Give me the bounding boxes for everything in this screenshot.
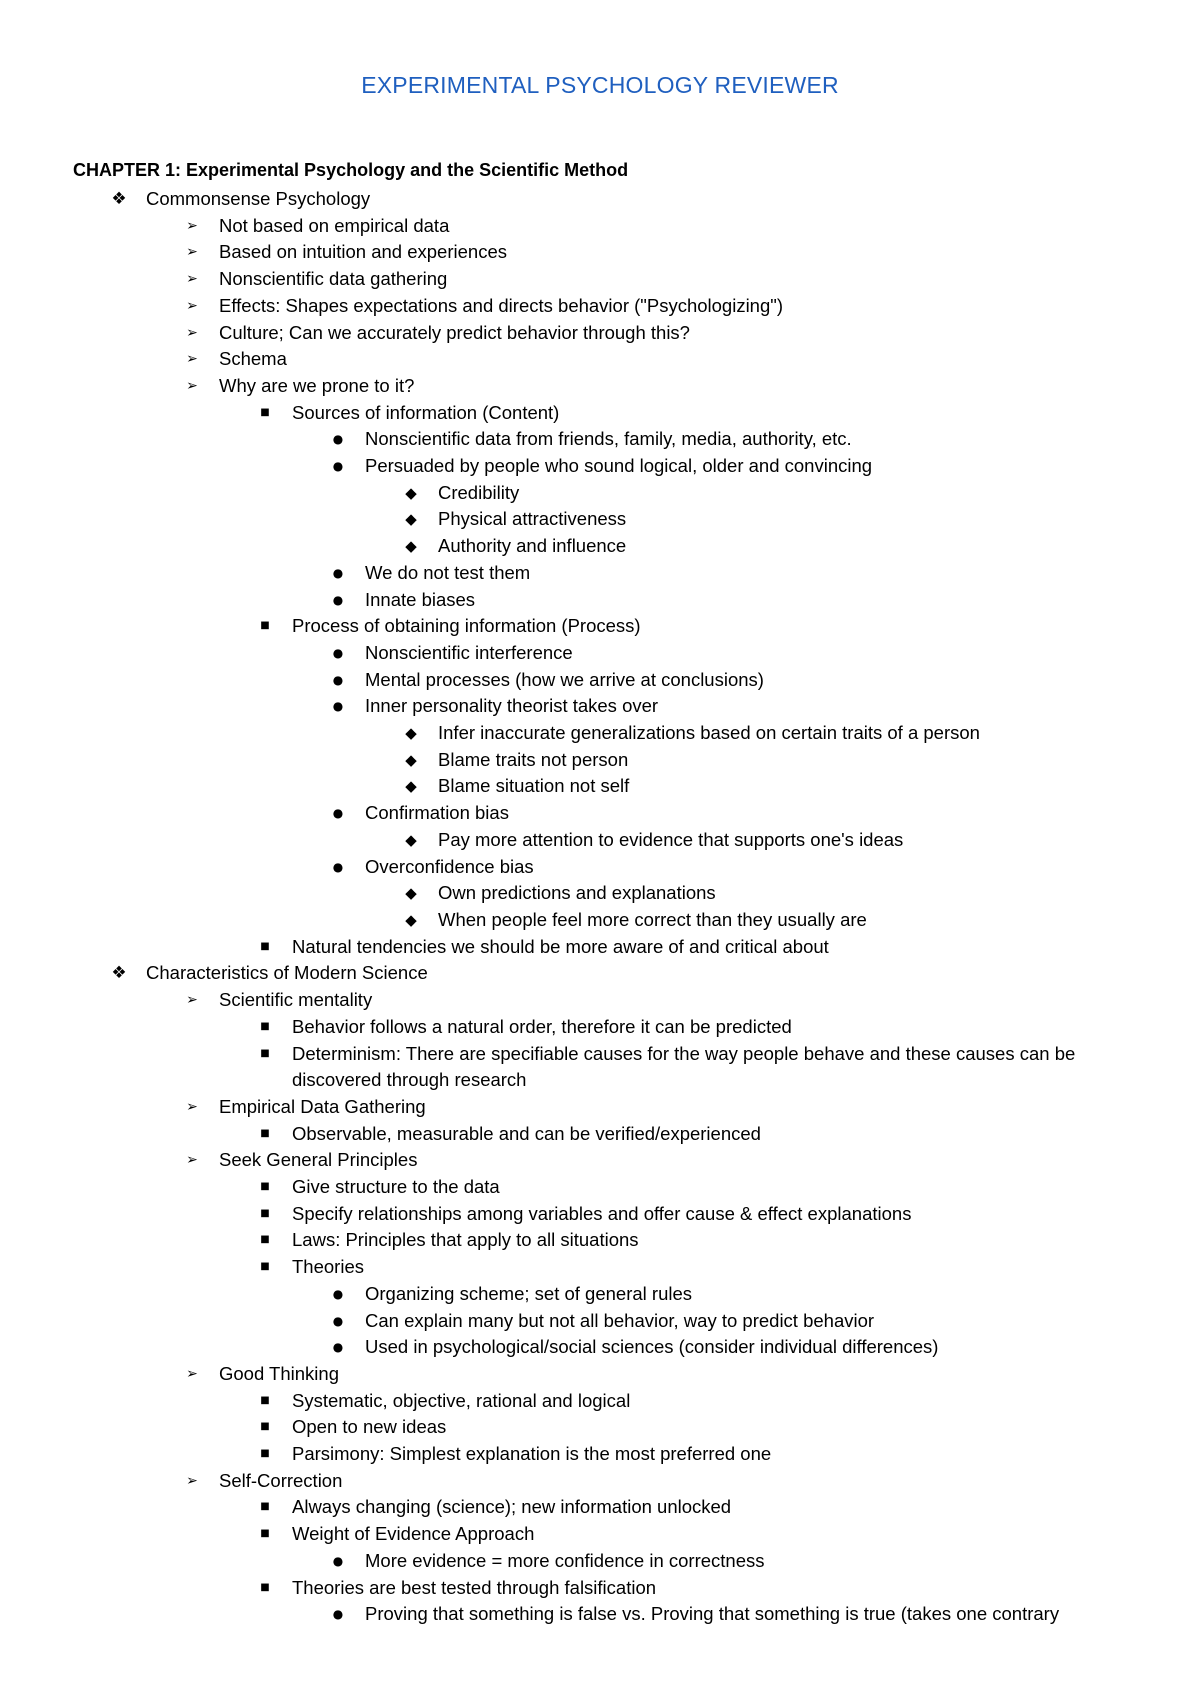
outline-item [0, 506, 1200, 533]
outline-item-text: When people feel more correct than they usually are [438, 908, 867, 930]
outline-item-text: Own predictions and explanations [438, 882, 716, 904]
diamond-bullet-icon: ◆ [405, 483, 417, 502]
diamond-bullet-icon: ◆ [405, 537, 417, 556]
arrowhead-bullet-icon: ➢ [186, 271, 198, 288]
square-bullet-icon: ■ [260, 1528, 270, 1540]
circle-bullet-icon: ● [332, 432, 344, 447]
outline-item-text: Weight of Evidence Approach [292, 1523, 535, 1545]
outline-item-text: Mental processes (how we arrive at conclusions) [365, 668, 764, 690]
arrowhead-bullet-icon: ➢ [186, 217, 198, 234]
arrowhead-bullet-icon: ➢ [186, 1365, 198, 1382]
diamond-four-petal-bullet-icon: ❖ [111, 963, 127, 984]
diamond-four-petal-bullet-icon: ❖ [111, 189, 127, 209]
circle-bullet-icon: ● [332, 1313, 344, 1328]
arrowhead-bullet-icon: ➢ [186, 244, 198, 261]
outline-item-text: Effects: Shapes expectations and directs behavior ("Psychologizing") [219, 294, 783, 316]
circle-bullet-icon: ● [332, 459, 344, 474]
outline-item-text: Overconfidence bias [365, 855, 534, 877]
square-bullet-icon: ■ [260, 1501, 270, 1513]
square-bullet-icon: ■ [260, 1181, 270, 1193]
outline-item-text: Empirical Data Gathering [219, 1095, 426, 1117]
diamond-bullet-icon: ◆ [405, 884, 417, 903]
outline-item [0, 773, 1200, 800]
outline-item [0, 693, 1200, 720]
outline-item [0, 854, 1200, 881]
outline-item-text: Can explain many but not all behavior, way to predict behavior [365, 1309, 875, 1331]
outline-item-text: Schema [219, 348, 287, 370]
outline-item-text: Nonscientific data from friends, family, media, authority, etc. [365, 428, 852, 450]
circle-bullet-icon: ● [332, 645, 344, 660]
outline-item-text: Theories [292, 1256, 364, 1278]
circle-bullet-icon: ● [332, 1607, 344, 1622]
document-title: EXPERIMENTAL PSYCHOLOGY REVIEWER [361, 72, 839, 98]
outline-item [0, 827, 1200, 854]
square-bullet-icon: ■ [260, 1261, 270, 1273]
outline-item [0, 1014, 1200, 1041]
square-bullet-icon: ■ [260, 1020, 270, 1032]
outline-item [0, 480, 1200, 507]
outline-item [0, 320, 1200, 347]
outline-item [0, 640, 1200, 667]
outline-item [0, 533, 1200, 560]
outline-item-text: Characteristics of Modern Science [146, 962, 428, 984]
outline-item-text: Infer inaccurate generalizations based on certain traits of a person [438, 722, 980, 744]
circle-bullet-icon: ● [332, 699, 344, 714]
circle-bullet-icon: ● [332, 1553, 344, 1568]
outline-item [0, 1361, 1200, 1388]
outline-item [0, 1468, 1200, 1495]
square-bullet-icon: ■ [260, 1581, 270, 1593]
outline-item [0, 1227, 1200, 1254]
arrowhead-bullet-icon: ➢ [186, 1472, 198, 1489]
outline-item-text: Proving that something is false vs. Proving that something is true (takes one contrary [365, 1603, 1060, 1625]
square-bullet-icon: ■ [260, 1234, 270, 1246]
outline-item [0, 453, 1200, 480]
diamond-bullet-icon: ◆ [405, 830, 417, 849]
outline-item [0, 1414, 1200, 1441]
arrowhead-bullet-icon: ➢ [186, 1098, 198, 1115]
outline-item [0, 239, 1200, 266]
outline-item [0, 186, 1200, 213]
diamond-bullet-icon: ◆ [405, 750, 417, 769]
outline-item-text: Always changing (science); new information unlocked [292, 1496, 732, 1518]
outline-item [0, 800, 1200, 827]
circle-bullet-icon: ● [332, 806, 344, 821]
square-bullet-icon: ■ [260, 1448, 270, 1460]
outline-item [0, 987, 1200, 1014]
outline-item-text: Parsimony: Simplest explanation is the most preferred one [292, 1443, 772, 1465]
square-bullet-icon: ■ [260, 1394, 270, 1406]
outline-item [0, 934, 1200, 961]
outline-item [0, 1254, 1200, 1281]
outline-item-text: Used in psychological/social sciences (consider individual differences) [365, 1336, 939, 1358]
outline-item [0, 266, 1200, 293]
outline-item-text: Culture; Can we accurately predict behavior through this? [219, 321, 690, 343]
outline-item [0, 426, 1200, 453]
outline-item-text: Scientific mentality [219, 989, 373, 1011]
outline-item [0, 1308, 1200, 1335]
outline-item [0, 1575, 1200, 1602]
outline-item-text: Blame situation not self [438, 775, 630, 797]
outline-item [0, 213, 1200, 240]
outline-item [0, 720, 1200, 747]
outline-item [0, 1441, 1200, 1468]
outline-item [0, 400, 1200, 427]
square-bullet-icon: ■ [260, 1127, 270, 1139]
outline-item [0, 1041, 1200, 1094]
circle-bullet-icon: ● [332, 565, 344, 580]
outline-item [0, 346, 1200, 373]
outline-item [0, 1601, 1200, 1628]
outline-item [0, 747, 1200, 774]
outline-item-text: Natural tendencies we should be more aware of and critical about [292, 935, 829, 957]
outline-item-text: Why are we prone to it? [219, 374, 415, 396]
circle-bullet-icon: ● [332, 592, 344, 607]
outline-item-text: Give structure to the data [292, 1176, 500, 1198]
outline-item-text: Physical attractiveness [438, 508, 627, 530]
outline-item-text: Nonscientific interference [365, 641, 573, 663]
outline-item-text: Not based on empirical data [219, 214, 450, 236]
outline-item-text: Determinism: There are specifiable causes for the way people behave and these causes can be discovered through research [292, 1042, 1076, 1091]
circle-bullet-icon: ● [332, 672, 344, 687]
outline-item-text: Theories are best tested through falsification [292, 1576, 657, 1598]
square-bullet-icon: ■ [260, 1207, 270, 1219]
outline-item-text: Based on intuition and experiences [219, 241, 507, 263]
outline-item-text: Credibility [438, 481, 520, 503]
square-bullet-icon: ■ [260, 406, 270, 418]
outline-item-text: Blame traits not person [438, 748, 629, 770]
outline-item-text: Innate biases [365, 588, 476, 610]
outline-item-text: Good Thinking [219, 1362, 339, 1384]
outline-item [0, 880, 1200, 907]
outline-item-text: Self-Correction [219, 1469, 343, 1491]
circle-bullet-icon: ● [332, 1286, 344, 1301]
outline-item-text: Organizing scheme; set of general rules [365, 1282, 693, 1304]
outline-item [0, 1548, 1200, 1575]
outline-item-text: Confirmation bias [365, 802, 509, 824]
arrowhead-bullet-icon: ➢ [186, 297, 198, 314]
outline-item [0, 1121, 1200, 1148]
outline-item-text: Sources of information (Content) [292, 401, 560, 423]
diamond-bullet-icon: ◆ [405, 724, 417, 743]
outline-item [0, 373, 1200, 400]
arrowhead-bullet-icon: ➢ [186, 377, 198, 394]
arrowhead-bullet-icon: ➢ [186, 992, 198, 1009]
arrowhead-bullet-icon: ➢ [186, 324, 198, 341]
circle-bullet-icon: ● [332, 1340, 344, 1355]
outline-item-text: Seek General Principles [219, 1149, 418, 1171]
outline-item-text: Pay more attention to evidence that supports one's ideas [438, 828, 904, 850]
outline-item-text: Observable, measurable and can be verified/experienced [292, 1122, 761, 1144]
outline-item-text: Systematic, objective, rational and logical [292, 1389, 631, 1411]
outline-item [0, 613, 1200, 640]
outline-item [0, 293, 1200, 320]
outline-item [0, 1334, 1200, 1361]
outline-list [0, 186, 1200, 1628]
square-bullet-icon: ■ [260, 1421, 270, 1433]
outline-item [0, 1521, 1200, 1548]
outline-item-text: Nonscientific data gathering [219, 268, 448, 290]
outline-item-text: More evidence = more confidence in correctness [365, 1549, 765, 1571]
outline-item-text: Laws: Principles that apply to all situations [292, 1229, 639, 1251]
outline-item-text: Specify relationships among variables and offer cause & effect explanations [292, 1202, 912, 1224]
outline-item [0, 587, 1200, 614]
outline-item-text: Persuaded by people who sound logical, older and convincing [365, 455, 873, 477]
outline-item [0, 1201, 1200, 1228]
square-bullet-icon: ■ [260, 1047, 270, 1059]
outline-item-text: We do not test them [365, 561, 531, 583]
outline-item [0, 1388, 1200, 1415]
chapter-heading: CHAPTER 1: Experimental Psychology and the Scientific Method [73, 160, 629, 180]
square-bullet-icon: ■ [260, 940, 270, 952]
arrowhead-bullet-icon: ➢ [186, 351, 198, 368]
outline-item [0, 907, 1200, 934]
outline-item-text: Authority and influence [438, 535, 627, 557]
outline-item [0, 1147, 1200, 1174]
outline-item-text: Commonsense Psychology [146, 188, 371, 209]
outline-item-text: Behavior follows a natural order, therefore it can be predicted [292, 1015, 792, 1037]
circle-bullet-icon: ● [332, 859, 344, 874]
diamond-bullet-icon: ◆ [405, 777, 417, 796]
outline-item [0, 1094, 1200, 1121]
outline-item [0, 560, 1200, 587]
square-bullet-icon: ■ [260, 620, 270, 632]
arrowhead-bullet-icon: ➢ [186, 1152, 198, 1169]
diamond-bullet-icon: ◆ [405, 510, 417, 529]
outline-item [0, 1174, 1200, 1201]
outline-item [0, 960, 1200, 987]
outline-item-text: Process of obtaining information (Process) [292, 615, 641, 637]
outline-item [0, 667, 1200, 694]
outline-item [0, 1281, 1200, 1308]
diamond-bullet-icon: ◆ [405, 910, 417, 929]
outline-item-text: Inner personality theorist takes over [365, 695, 659, 717]
outline-item [0, 1494, 1200, 1521]
outline-item-text: Open to new ideas [292, 1416, 447, 1438]
